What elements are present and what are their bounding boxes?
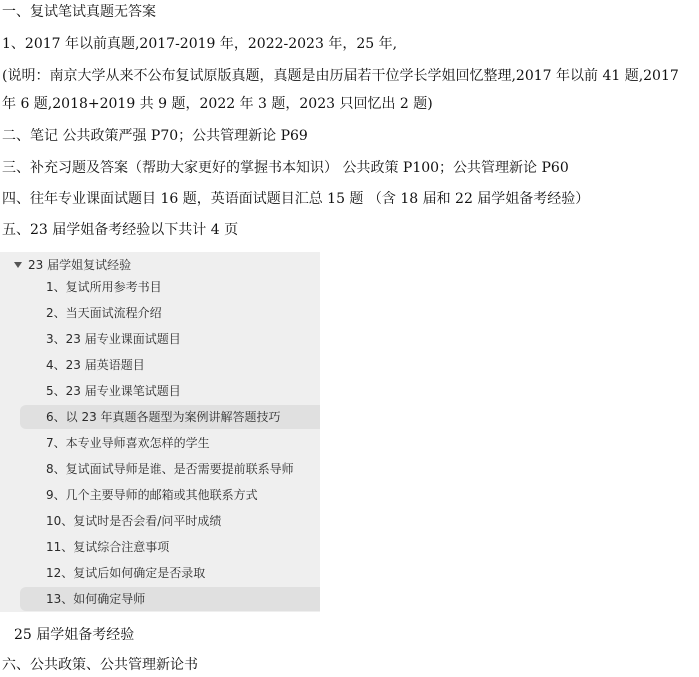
outline-item-9[interactable]: 9、几个主要导师的邮箱或其他联系方式 — [46, 488, 258, 502]
outline-item-6[interactable]: 6、以 23 年真题各题型为案例讲解答题技巧 — [20, 405, 320, 429]
outline-header[interactable] — [14, 254, 131, 276]
outline-item-4[interactable]: 4、23 届英语题目 — [46, 358, 145, 372]
heading-section-4: 四、往年专业课面试题目 16 题，英语面试题目汇总 15 题 （含 18 届和 22 届学姐备考经验） — [2, 191, 590, 207]
heading-section-6: 六、公共政策、公共管理新论书 — [2, 657, 198, 673]
outline-item-2[interactable]: 2、当天面试流程介绍 — [46, 306, 162, 320]
outline-item-3[interactable]: 3、23 届专业课面试题目 — [46, 332, 181, 346]
text-years-list: 1、2017 年以前真题,2017-2019 年，2022-2023 年，25 年, — [2, 36, 398, 52]
outline-item-13[interactable]: 13、如何确定导师 — [20, 587, 320, 611]
heading-section-1: 一、复试笔试真题无答案 — [2, 4, 156, 20]
text-25-experience: 25 届学姐备考经验 — [14, 627, 135, 643]
text-explanation: (说明：南京大学从来不公布复试原版真题，真题是由历届若干位学长学姐回忆整理,2017 年以前 41 题,2017 年 6 题,2018+2019 共 9 题，2022 年 3 题，2023 只回忆出 2 题) — [2, 68, 679, 112]
outline-item-7[interactable]: 7、本专业导师喜欢怎样的学生 — [46, 436, 210, 450]
outline-panel — [0, 252, 320, 612]
outline-item-8[interactable]: 8、复试面试导师是谁、是否需要提前联系导师 — [46, 462, 294, 476]
heading-section-5: 五、23 届学姐备考经验以下共计 4 页 — [2, 222, 239, 238]
outline-item-5[interactable]: 5、23 届专业课笔试题目 — [46, 384, 181, 398]
collapse-triangle-icon[interactable] — [14, 262, 22, 268]
heading-section-3: 三、补充习题及答案（帮助大家更好的掌握书本知识） 公共政策 P100；公共管理新论 P60 — [2, 160, 569, 176]
outline-item-1[interactable]: 1、复试所用参考书目 — [46, 280, 162, 294]
heading-section-2: 二、笔记 公共政策严强 P70；公共管理新论 P69 — [2, 128, 308, 144]
outline-title: 23 届学姐复试经验 — [28, 258, 132, 272]
outline-item-12[interactable]: 12、复试后如何确定是否录取 — [46, 566, 206, 580]
outline-item-10[interactable]: 10、复试时是否会看/问平时成绩 — [46, 514, 222, 528]
outline-item-11[interactable]: 11、复试综合注意事项 — [46, 540, 170, 554]
